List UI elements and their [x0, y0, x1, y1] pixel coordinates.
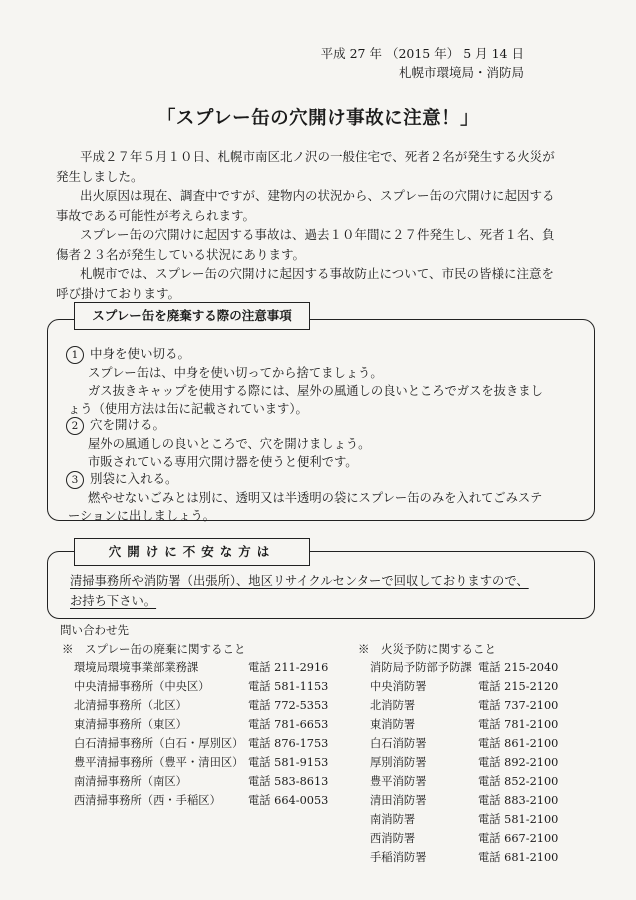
contact-phone: 電話 737-2100	[478, 699, 559, 712]
paragraph-2	[56, 186, 568, 225]
paragraph-3	[56, 225, 568, 264]
contact-phone: 電話 215-2040	[478, 661, 559, 674]
item-line: ょう（使用方法は缶に記載されています）。	[68, 402, 308, 416]
contact-phone: 電話 211-2916	[248, 661, 329, 674]
contact-phone: 電話 583-8613	[248, 775, 329, 788]
item-line: スプレー缶は、中身を使い切ってから捨てましょう。	[88, 366, 383, 380]
item-heading: 別袋に入れる。	[90, 471, 178, 486]
disposal-notes-title: スプレー缶を廃棄する際の注意事項	[74, 302, 310, 330]
circled-number: 1	[66, 346, 84, 364]
contact-name: 中央清掃事務所（中央区）	[74, 680, 210, 693]
contact-phone: 電話 781-6653	[248, 718, 329, 731]
circled-number: 2	[66, 417, 84, 435]
contact-phone: 電話 772-5353	[248, 699, 329, 712]
contact-name: 北消防署	[370, 699, 416, 712]
contact-name: 手稲消防署	[370, 851, 427, 864]
disposal-item-3	[66, 469, 178, 489]
contact-name: 西清掃事務所（西・手稲区）	[74, 794, 221, 807]
circled-number: 3	[66, 471, 84, 489]
collection-info-title: 穴開けに不安な方は	[74, 538, 310, 566]
paragraph-4	[56, 264, 568, 303]
item-line: ガス抜きキャップを使用する際には、屋外の風通しの良いところでガスを抜きまし	[88, 384, 543, 398]
fire-contacts-heading: ※ 火災予防に関すること	[358, 642, 496, 656]
collection-info-line: お持ち下さい。	[70, 594, 157, 608]
contact-phone: 電話 667-2100	[478, 832, 559, 845]
contact-name: 白石清掃事務所（白石・厚別区）	[74, 737, 244, 750]
collection-info-line: 清掃事務所や消防署（出張所）、地区リサイクルセンターで回収しておりますので、	[70, 574, 529, 588]
contact-name: 白石消防署	[370, 737, 427, 750]
paragraph-line: スプレー缶の穴開けに起因する事故は、過去１０年間に２７件発生し、死者１名、負	[80, 227, 555, 242]
paragraph-line: 発生しました。	[56, 168, 144, 184]
contact-name: 北清掃事務所（北区）	[74, 699, 187, 712]
disposal-item-1	[66, 344, 190, 364]
contact-phone: 電話 581-2100	[478, 813, 559, 826]
contact-phone: 電話 664-0053	[248, 794, 329, 807]
issue-date: 平成 27 年 （2015 年） 5 月 14 日	[320, 46, 524, 61]
paragraph-line: 事故である可能性が考えられます。	[56, 207, 256, 223]
disposal-contacts-heading: ※ スプレー缶の廃棄に関すること	[62, 642, 246, 656]
contact-phone: 電話 876-1753	[248, 737, 329, 750]
contact-name: 環境局環境事業部業務課	[74, 661, 199, 674]
contact-phone: 電話 892-2100	[478, 756, 559, 769]
item-heading: 穴を開ける。	[90, 417, 166, 432]
item-heading: 中身を使い切る。	[90, 346, 191, 361]
contact-phone: 電話 215-2120	[478, 680, 559, 693]
item-line: ーションに出しましょう。	[68, 509, 216, 523]
contact-phone: 電話 681-2100	[478, 851, 559, 864]
paragraph-line: 札幌市では、スプレー缶の穴開けに起因する事故防止について、市民の皆様に注意を	[80, 266, 555, 281]
contact-name: 中央消防署	[370, 680, 427, 693]
contact-phone: 電話 883-2100	[478, 794, 559, 807]
contact-name: 厚別消防署	[370, 756, 427, 769]
contact-name: 南消防署	[370, 813, 416, 826]
contact-name: 清田消防署	[370, 794, 427, 807]
contact-phone: 電話 781-2100	[478, 718, 559, 731]
item-line: 燃やせないごみとは別に、透明又は半透明の袋にスプレー缶のみを入れてごみステ	[88, 491, 543, 505]
document-title: 「スプレー缶の穴開け事故に注意！」	[156, 108, 480, 129]
contacts-heading: 問い合わせ先	[60, 623, 129, 637]
contact-name: 豊平清掃事務所（豊平・清田区）	[74, 756, 244, 769]
paragraph-line: 出火原因は現在、調査中ですが、建物内の状況から、スプレー缶の穴開けに起因する	[80, 188, 555, 203]
item-line: 市販されている専用穴開け器を使うと便利です。	[88, 455, 358, 469]
contact-phone: 電話 861-2100	[478, 737, 559, 750]
paragraph-line: 呼び掛けております。	[56, 285, 181, 301]
contact-name: 東清掃事務所（東区）	[74, 718, 187, 731]
issuing-department: 札幌市環境局・消防局	[398, 65, 524, 80]
disposal-item-2	[66, 415, 165, 435]
contact-phone: 電話 581-1153	[248, 680, 329, 693]
contact-name: 南清掃事務所（南区）	[74, 775, 187, 788]
contact-phone: 電話 581-9153	[248, 756, 329, 769]
contact-phone: 電話 852-2100	[478, 775, 559, 788]
paragraph-line: 平成２７年５月１０日、札幌市南区北ノ沢の一般住宅で、死者２名が発生する火災が	[80, 149, 555, 164]
contact-name: 豊平消防署	[370, 775, 427, 788]
contact-name: 西消防署	[370, 832, 416, 845]
contact-name: 東消防署	[370, 718, 416, 731]
contact-name: 消防局予防部予防課	[370, 661, 472, 674]
paragraph-1	[56, 147, 568, 186]
paragraph-line: 傷者２３名が発生している状況にあります。	[56, 246, 306, 262]
item-line: 屋外の風通しの良いところで、穴を開けましょう。	[88, 437, 371, 451]
